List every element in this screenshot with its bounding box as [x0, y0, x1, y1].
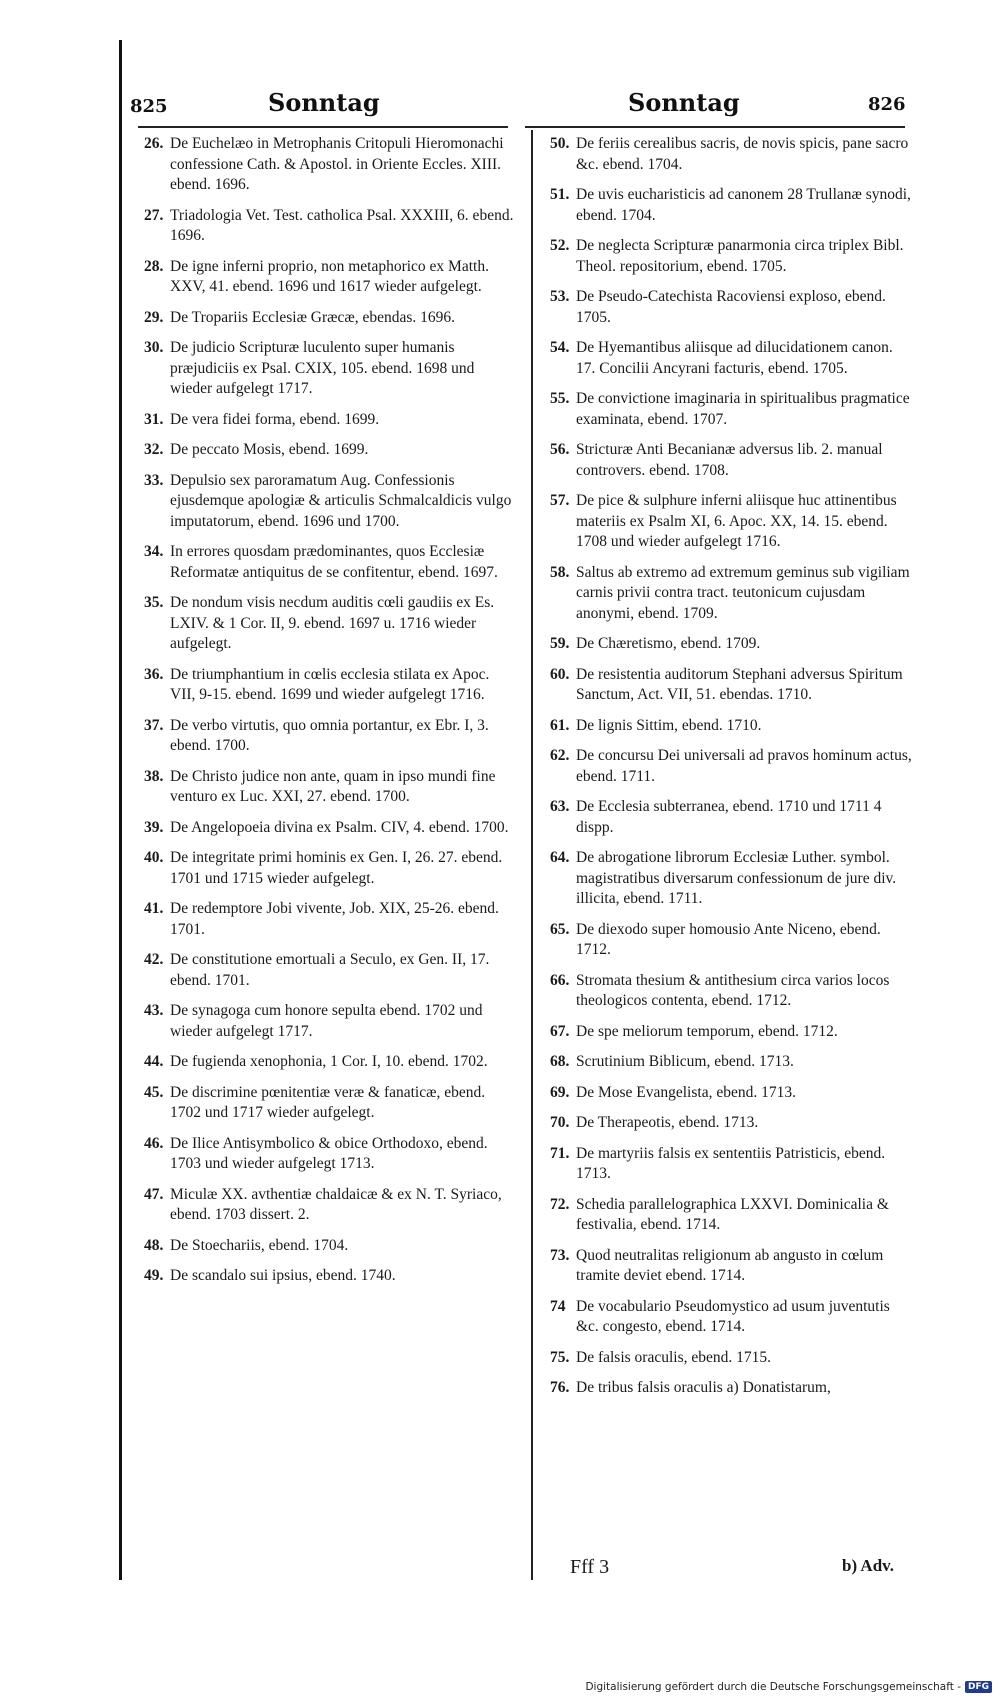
- entry-text: De Angelopoeia divina ex Psalm. CIV, 4. ebend. 1700.: [170, 818, 509, 836]
- entry-number: 36.: [144, 665, 164, 683]
- entry-text: De Chæretismo, ebend. 1709.: [576, 635, 761, 652]
- footer-text: Digitalisierung gefördert durch die Deutsche Forschungsgemeinschaft -: [585, 1681, 961, 1693]
- bibliography-entry: [144, 1185, 516, 1226]
- bibliography-entry: [550, 716, 912, 737]
- entry-number: 51.: [550, 186, 570, 203]
- entry-text: De lignis Sittim, ebend. 1710.: [576, 716, 762, 734]
- bibliography-entry: [550, 134, 912, 175]
- bibliography-entry: [144, 716, 516, 757]
- entry-number: 28.: [144, 257, 164, 275]
- bibliography-entry: [144, 206, 516, 247]
- bibliography-entry: [144, 665, 516, 706]
- bibliography-entry: [550, 1195, 912, 1236]
- entry-number: 67.: [550, 1022, 570, 1040]
- entry-text: De verbo virtutis, quo omnia portantur, ex Ebr. I, 3. ebend. 1700.: [170, 716, 489, 754]
- entry-number: 62.: [550, 747, 570, 764]
- bibliography-entry: [144, 440, 516, 461]
- entry-number: 50.: [550, 135, 570, 152]
- entry-number: 61.: [550, 716, 570, 734]
- header-rule-left: [138, 126, 508, 128]
- entry-number: 27.: [144, 206, 164, 224]
- left-running-title: Sonntag: [268, 88, 380, 117]
- entry-number: 73.: [550, 1246, 570, 1264]
- entry-text: Quod neutralitas religionum ab angusto in cœlum tramite deviet ebend. 1714.: [576, 1246, 884, 1284]
- gutter-line: [119, 40, 122, 1580]
- entry-number: 70.: [550, 1114, 570, 1131]
- entry-number: 40.: [144, 849, 164, 866]
- entry-text: De tribus falsis oraculis a) Donatistarum,: [576, 1379, 831, 1396]
- entry-text: De Hyemantibus aliisque ad dilucidationem canon. 17. Concilii Ancyrani facturis, ebend. 1705.: [576, 339, 893, 377]
- entry-number: 74: [550, 1297, 566, 1315]
- bibliography-entry: [144, 1052, 516, 1073]
- entry-text: De martyriis falsis ex sententiis Patristicis, ebend. 1713.: [576, 1144, 886, 1182]
- bibliography-entry: [144, 308, 516, 329]
- entry-text: De Pseudo-Catechista Racoviensi exploso, ebend. 1705.: [576, 288, 886, 326]
- entry-number: 69.: [550, 1083, 570, 1101]
- entry-text: De Ecclesia subterranea, ebend. 1710 und 1711 4 dispp.: [576, 798, 882, 836]
- bibliography-entry: [144, 542, 516, 583]
- header-rule-right: [525, 126, 905, 128]
- entry-number: 55.: [550, 390, 570, 407]
- entry-number: 49.: [144, 1267, 164, 1284]
- entry-text: De neglecta Scripturæ panarmonia circa triplex Bibl. Theol. repositorium, ebend. 1705.: [576, 237, 904, 275]
- bibliography-entry: [144, 1001, 516, 1042]
- entry-text: De redemptore Jobi vivente, Job. XIX, 25-26. ebend. 1701.: [170, 900, 499, 938]
- entry-number: 45.: [144, 1083, 164, 1101]
- entry-text: De Ilice Antisymbolico & obice Orthodoxo, ebend. 1703 und wieder aufgelegt 1713.: [170, 1134, 488, 1172]
- bibliography-entry: [144, 950, 516, 991]
- bibliography-entry: [144, 134, 516, 196]
- entry-text: Scrutinium Biblicum, ebend. 1713.: [576, 1053, 794, 1070]
- entry-text: De judicio Scripturæ luculento super humanis præjudiciis ex Psal. CXIX, 105. ebend. 1698 und wieder aufgelegt 1717.: [170, 339, 475, 397]
- entry-number: 46.: [144, 1134, 164, 1152]
- bibliography-entry: [550, 1052, 912, 1073]
- entry-number: 53.: [550, 288, 570, 305]
- bibliography-entry: [550, 920, 912, 961]
- entry-text: De integritate primi hominis ex Gen. I, 26. 27. ebend. 1701 und 1715 wieder aufgelegt.: [170, 849, 503, 887]
- entry-text: De convictione imaginaria in spiritualibus pragmatice examinata, ebend. 1707.: [576, 390, 910, 428]
- entry-number: 35.: [144, 594, 164, 611]
- entry-text: Stricturæ Anti Becanianæ adversus lib. 2. manual controvers. ebend. 1708.: [576, 441, 883, 479]
- entry-number: 42.: [144, 951, 164, 968]
- bibliography-entry: [550, 236, 912, 277]
- entry-number: 31.: [144, 410, 164, 428]
- bibliography-entry: [550, 797, 912, 838]
- entry-text: Miculæ XX. avthentiæ chaldaicæ & ex N. T. Syriaco, ebend. 1703 dissert. 2.: [170, 1185, 502, 1223]
- entry-number: 26.: [144, 135, 164, 152]
- bibliography-entry: [144, 471, 516, 533]
- entry-number: 37.: [144, 716, 164, 734]
- bibliography-entry: [550, 1246, 912, 1287]
- bibliography-entry: [550, 665, 912, 706]
- entry-number: 52.: [550, 237, 570, 254]
- bibliography-entry: [550, 634, 912, 655]
- bibliography-entry: [144, 848, 516, 889]
- bibliography-entry: [550, 1144, 912, 1185]
- entry-number: 54.: [550, 339, 570, 356]
- entry-text: De resistentia auditorum Stephani adversus Spiritum Sanctum, Act. VII, 51. ebendas. 1710.: [576, 665, 903, 703]
- entry-text: De falsis oraculis, ebend. 1715.: [576, 1348, 771, 1366]
- entry-text: De synagoga cum honore sepulta ebend. 1702 und wieder aufgelegt 1717.: [170, 1002, 483, 1040]
- entry-number: 33.: [144, 471, 164, 489]
- entry-number: 68.: [550, 1053, 570, 1070]
- bibliography-entry: [550, 1348, 912, 1369]
- entry-text: De concursu Dei universali ad pravos hominum actus, ebend. 1711.: [576, 747, 912, 785]
- right-running-title: Sonntag: [628, 88, 740, 117]
- entry-number: 56.: [550, 441, 570, 458]
- entry-number: 48.: [144, 1236, 164, 1254]
- bibliography-entry: [550, 1022, 912, 1043]
- entry-number: 72.: [550, 1195, 570, 1213]
- bibliography-entry: [144, 257, 516, 298]
- entry-text: De Mose Evangelista, ebend. 1713.: [576, 1083, 796, 1101]
- bibliography-entry: [550, 848, 912, 910]
- entry-text: Saltus ab extremo ad extremum geminus sub vigiliam carnis privii contra tract. teutonicum cujusdam anonymi, ebend. 1709.: [576, 563, 910, 622]
- entry-text: De fugienda xenophonia, 1 Cor. I, 10. ebend. 1702.: [170, 1053, 488, 1070]
- entry-text: De discrimine pœnitentiæ veræ & fanaticæ, ebend. 1702 und 1717 wieder aufgelegt.: [170, 1083, 486, 1121]
- left-column: [144, 134, 516, 1297]
- entry-number: 71.: [550, 1144, 570, 1162]
- entry-number: 39.: [144, 818, 164, 836]
- bibliography-entry: [144, 767, 516, 808]
- bibliography-entry: [144, 1134, 516, 1175]
- entry-text: De uvis eucharisticis ad canonem 28 Trullanæ synodi, ebend. 1704.: [576, 186, 911, 224]
- entry-text: In errores quosdam prædominantes, quos Ecclesiæ Reformatæ antiquitus de se confitentur, ebend. 1697.: [170, 543, 498, 581]
- entry-number: 60.: [550, 665, 570, 683]
- entry-number: 47.: [144, 1185, 164, 1203]
- entry-number: 34.: [144, 543, 164, 560]
- bibliography-entry: [550, 440, 912, 481]
- column-divider: [531, 130, 533, 1580]
- bibliography-entry: [550, 1083, 912, 1104]
- entry-text: Schedia parallelographica LXXVI. Dominicalia & festivalia, ebend. 1714.: [576, 1195, 889, 1233]
- entry-number: 59.: [550, 635, 570, 652]
- entry-text: De peccato Mosis, ebend. 1699.: [170, 441, 369, 458]
- entry-number: 64.: [550, 849, 570, 866]
- bibliography-entry: [144, 1266, 516, 1287]
- entry-number: 65.: [550, 920, 570, 938]
- entry-number: 29.: [144, 308, 164, 326]
- entry-number: 43.: [144, 1002, 164, 1019]
- entry-text: De Tropariis Ecclesiæ Græcæ, ebendas. 1696.: [170, 308, 455, 326]
- entry-text: De constitutione emortuali a Seculo, ex Gen. II, 17. ebend. 1701.: [170, 951, 490, 989]
- entry-text: De igne inferni proprio, non metaphorico ex Matth. XXV, 41. ebend. 1696 und 1617 wieder aufgelegt.: [170, 257, 489, 295]
- entry-text: De Therapeotis, ebend. 1713.: [576, 1114, 759, 1131]
- dfg-logo: DFG: [965, 1681, 992, 1693]
- entry-text: De Stoechariis, ebend. 1704.: [170, 1236, 349, 1254]
- bibliography-entry: [550, 491, 912, 553]
- entry-number: 44.: [144, 1053, 164, 1070]
- entry-text: De triumphantium in cœlis ecclesia stilata ex Apoc. VII, 9-15. ebend. 1699 und wieder aufgelegt 1716.: [170, 665, 490, 703]
- entry-text: De feriis cerealibus sacris, de novis spicis, pane sacro &c. ebend. 1704.: [576, 135, 909, 173]
- digitization-footer: [585, 1681, 992, 1693]
- entry-text: De pice & sulphure inferni aliisque huc attinentibus materiis ex Psalm XI, 6. Apoc. XX, 14. 15. ebend. 1708 und wieder aufgelegt 1716.: [576, 492, 897, 550]
- entry-text: De nondum visis necdum auditis cœli gaudiis ex Es. LXIV. & 1 Cor. II, 9. ebend. 1697 u. 1716 wieder aufgelegt.: [170, 594, 495, 652]
- bibliography-entry: [144, 1236, 516, 1257]
- bibliography-entry: [144, 899, 516, 940]
- bibliography-entry: [550, 1378, 912, 1399]
- entry-text: De Euchelæo in Metrophanis Critopuli Hieromonachi confessione Cath. & Apostol. in Oriente Eccles. XIII. ebend. 1696.: [170, 135, 504, 193]
- bibliography-entry: [550, 563, 912, 625]
- entry-text: De scandalo sui ipsius, ebend. 1740.: [170, 1267, 396, 1284]
- entry-text: De Christo judice non ante, quam in ipso mundi fine venturo ex Luc. XXI, 27. ebend. 1700.: [170, 767, 496, 805]
- bibliography-entry: [550, 1113, 912, 1134]
- entry-text: De diexodo super homousio Ante Niceno, ebend. 1712.: [576, 920, 881, 958]
- entry-number: 32.: [144, 441, 164, 458]
- entry-text: Triadologia Vet. Test. catholica Psal. XXXIII, 6. ebend. 1696.: [170, 206, 514, 244]
- right-column: [550, 134, 912, 1409]
- entry-number: 58.: [550, 563, 570, 581]
- entry-number: 76.: [550, 1379, 570, 1396]
- left-page-number: 825: [130, 96, 168, 117]
- entry-number: 57.: [550, 492, 570, 509]
- entry-number: 66.: [550, 971, 570, 989]
- entry-number: 38.: [144, 767, 164, 785]
- entry-number: 30.: [144, 339, 164, 356]
- entry-number: 75.: [550, 1348, 570, 1366]
- entry-number: 41.: [144, 900, 164, 917]
- bibliography-entry: [550, 1297, 912, 1338]
- bibliography-entry: [550, 971, 912, 1012]
- entry-text: De vocabulario Pseudomystico ad usum juventutis &c. congesto, ebend. 1714.: [576, 1297, 890, 1335]
- entry-text: Depulsio sex paroramatum Aug. Confessionis ejusdemque apologiæ & articulis Schmalcaldicis vulgo imputatorum, ebend. 1696 und 1700.: [170, 471, 512, 530]
- bibliography-entry: [144, 1083, 516, 1124]
- bibliography-entry: [550, 746, 912, 787]
- right-page-number: 826: [868, 94, 906, 115]
- bibliography-entry: [144, 818, 516, 839]
- entry-text: De abrogatione librorum Ecclesiæ Luther. symbol. magistratibus diversarum confessionum de jure div. illicita, ebend. 1711.: [576, 849, 897, 907]
- bibliography-entry: [144, 593, 516, 655]
- entry-text: De vera fidei forma, ebend. 1699.: [170, 410, 380, 428]
- bibliography-entry: [144, 410, 516, 431]
- bibliography-entry: [550, 185, 912, 226]
- entry-number: 63.: [550, 798, 570, 815]
- bibliography-entry: [550, 338, 912, 379]
- entry-text: De spe meliorum temporum, ebend. 1712.: [576, 1022, 838, 1040]
- bibliography-entry: [550, 287, 912, 328]
- signature-mark: Fff 3: [570, 1556, 610, 1578]
- catchword: b) Adv.: [842, 1556, 894, 1575]
- bibliography-entry: [550, 389, 912, 430]
- entry-text: Stromata thesium & antithesium circa varios locos theologicos contenta, ebend. 1712.: [576, 971, 890, 1009]
- bibliography-entry: [144, 338, 516, 400]
